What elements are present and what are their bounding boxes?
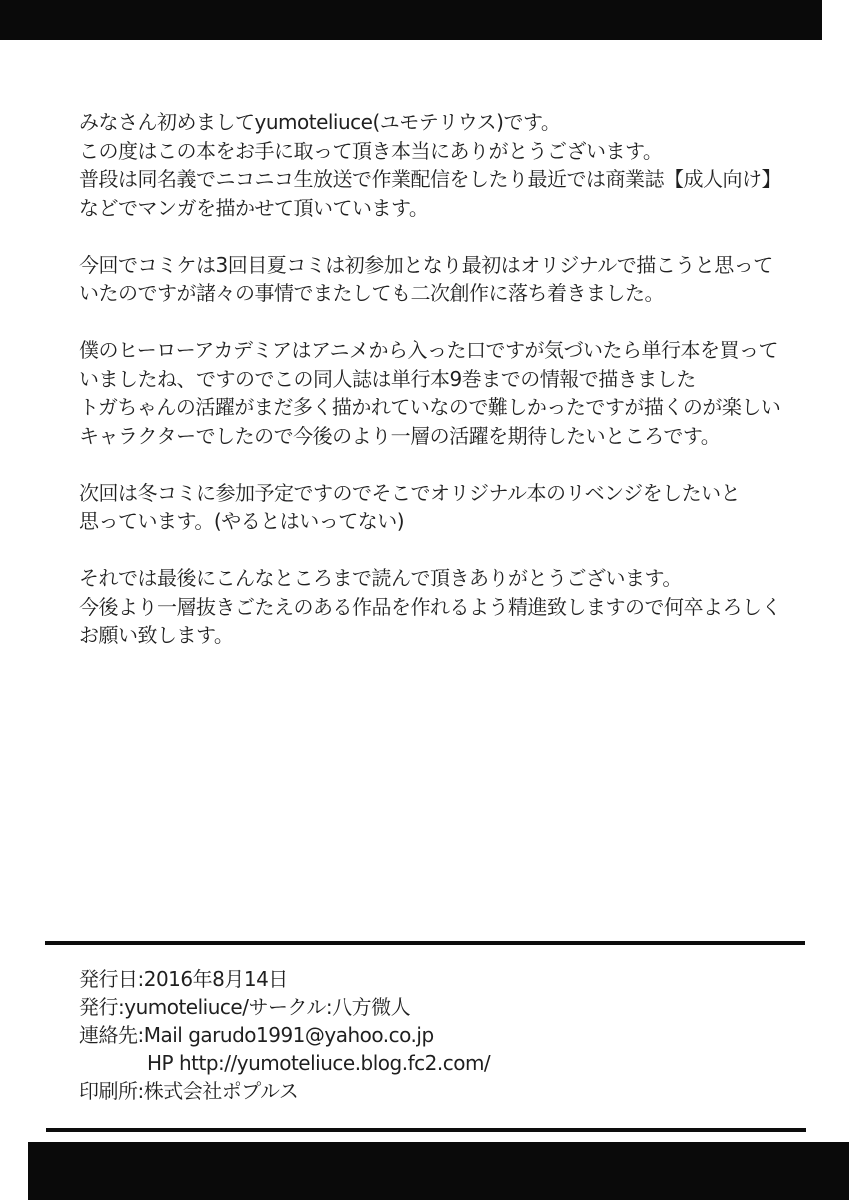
colophon	[79, 965, 795, 1105]
paragraph-next-event	[79, 479, 795, 536]
text-line: それでは最後にこんなところまで読んで頂きありがとうございます。	[79, 566, 682, 590]
text-line: みなさん初めましてyumoteliuce(ユモテリウス)です。	[79, 110, 561, 134]
paragraph-intro	[79, 108, 795, 222]
text-line: いましたね、ですのでこの同人誌は単行本9巻までの情報で描きました	[79, 366, 696, 391]
contact-email: 連絡先:Mail garudo1991@yahoo.co.jp	[79, 1023, 434, 1047]
text-line: トガちゃんの活躍がまだ多く描かれていなので難しかったですが描くのが楽しい	[79, 395, 781, 419]
text-line: お願い致します。	[79, 623, 234, 647]
scan-border-top	[0, 0, 822, 40]
scan-border-bottom	[28, 1142, 849, 1200]
text-line: 今後より一層抜きごたえのある作品を作れるよう精進致しますので何卒よろしく	[79, 594, 781, 619]
text-line: 次回は冬コミに参加予定ですのでそこでオリジナル本のリベンジをしたいと	[79, 480, 741, 505]
text-line: キャラクターでしたので今後のより一層の活躍を期待したいところです。	[79, 423, 721, 448]
printer: 印刷所:株式会社ポプルス	[79, 1079, 299, 1103]
text-line: いたのですが諸々の事情でまたしても二次創作に落ち着きました。	[79, 281, 664, 305]
publish-date: 発行日:2016年8月14日	[79, 967, 288, 991]
text-line: この度はこの本をお手に取って頂き本当にありがとうございます。	[79, 138, 663, 163]
paragraph-series	[79, 336, 795, 450]
colophon-divider-rule	[45, 941, 805, 945]
paragraph-comiket	[79, 251, 795, 308]
text-line: 思っています。(やるとはいってない)	[79, 509, 405, 533]
contact-homepage: HP http://yumoteliuce.blog.fc2.com/	[147, 1051, 491, 1075]
bottom-rule	[46, 1128, 806, 1132]
text-line: 今回でコミケは3回目夏コミは初参加となり最初はオリジナルで描こうと思って	[79, 252, 773, 277]
publisher-circle: 発行:yumoteliuce/サークル:八方微人	[79, 995, 411, 1019]
paragraph-thanks	[79, 564, 795, 650]
text-line: などでマンガを描かせて頂いています。	[79, 195, 429, 220]
afterword-text	[79, 108, 795, 650]
text-line: 僕のヒーローアカデミアはアニメから入った口ですが気づいたら単行本を買って	[79, 338, 778, 362]
text-line: 普段は同名義でニコニコ生放送で作業配信をしたり最近では商業誌【成人向け】	[79, 167, 781, 191]
